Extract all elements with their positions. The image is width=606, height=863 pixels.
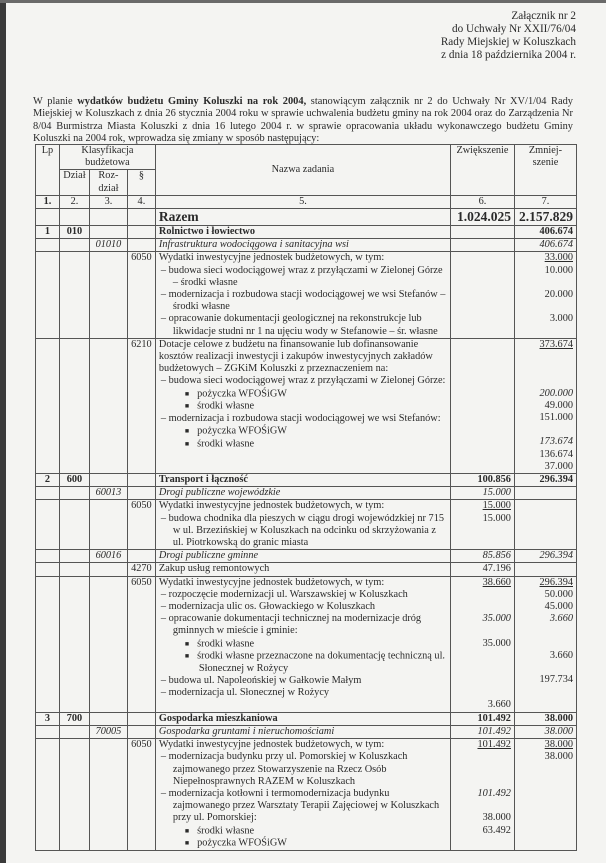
item: – modernizacja ulic os. Głowackiego w Koluszkach [160,601,376,613]
section-dzial: 600 [59,474,89,487]
item: – opracowanie dokumentacji technicznej na modernizacje dróg gminnych w mieście i gminie: [160,613,422,637]
sub-item: ■ pożyczka WFOŚiGW [184,388,288,400]
paragraph-code: 6050 [127,576,155,712]
intro-rest: stanowiącym załącznik nr 2 do Uchwały Nr XV/1/04 Rady Miejskiej w Koluszkach z dnia 26 stycznia 2004 roku w sprawie uchwalenia budżetu gminy na rok 2004 oraz do Zarządzenia Nr 8/04 Burmistrza Miasta Koluszki z dnia 16 lutego 2004 r. w sprawie opracowania układu wykonawczego budżetu Gminy Koluszki na 2004 rok, wprowadza się zmiany w sposób następujący: [33,96,573,145]
col-num: 7. [514,195,576,208]
paragraph-content [155,739,450,851]
paragraph-decrease: 38.000 [544,739,573,751]
item-increase: 15.000 [482,512,511,524]
paragraph-content [155,500,450,550]
rozdzial-increase [450,239,514,252]
section-dzial: 700 [59,712,89,725]
col-num: 2. [59,195,89,208]
council-name: Rady Miejskiej w Koluszkach [440,36,576,48]
total-row [36,209,577,226]
rozdzial-row [36,239,577,252]
section-lp: 2 [36,474,60,487]
paragraph-increase-col [450,500,514,550]
sub-decrease: 49.000 [544,399,573,411]
paragraph-content [155,338,450,473]
intro-paragraph [33,96,573,146]
paragraph-increase: 15.000 [482,500,511,512]
item: – modernizacja kotłowni i termomodernizacja budynku zajmowanego przez Warsztaty Terapii Zajęciowej w Koluszkach przy ul. Pomorskiej: [160,788,440,824]
item-increase: 101.492 [477,787,511,799]
rozdzial-row [36,487,577,500]
rozdzial-row [36,726,577,739]
item: – modernizacja i rozbudowa stacji wodociągowej we wsi Stefanów – środki własne [160,289,446,313]
rozdzial-name: Drogi publiczne wojewódzkie [155,487,450,500]
paragraph-decrease-col [514,739,576,851]
item-decrease: 200.000 [539,387,573,399]
header-paragraf: § [127,170,155,195]
paragraph-decrease: 373.674 [539,338,573,350]
item: – budowa ul. Napoleońskiej w Gałkowie Małym [160,675,362,687]
rozdzial-code: 70005 [89,726,127,739]
intro-prefix: W planie [33,96,78,107]
paragraph-content [155,576,450,712]
section-name: Transport i łączność [155,474,450,487]
sub-item: ■ pożyczka WFOŚiGW [184,425,288,437]
section-decrease: 38.000 [514,712,576,725]
section-name: Gospodarka mieszkaniowa [155,712,450,725]
rozdzial-increase: 85.856 [450,550,514,563]
item: – modernizacja i rozbudowa stacji wodociągowej we wsi Stefanów: [160,413,441,424]
rozdzial-code: 60016 [89,550,127,563]
paragraph-increase-col [450,576,514,712]
section-increase [450,226,514,239]
rozdzial-decrease: 38.000 [514,726,576,739]
paragraph-row [36,252,577,338]
paragraph-title: Wydatki inwestycyjne jednostek budżetowych, w tym: [158,739,385,751]
attachment-header [356,10,576,62]
paragraph-code: 6210 [127,338,155,473]
paragraph-row [36,576,577,712]
item-increase: 35.000 [482,613,511,625]
paragraph-increase: 101.492 [477,739,511,751]
section-row [36,226,577,239]
section-name: Rolnictwo i łowiectwo [155,226,450,239]
paragraph-increase: 47.196 [450,563,514,576]
paragraph-title: Wydatki inwestycyjne jednostek budżetowych, w tym: [158,576,385,588]
paragraph-row [36,338,577,473]
paragraph-decrease: 296.394 [539,576,573,588]
item-decrease: 10.000 [544,264,573,276]
sub-item: ■ środki własne [184,438,255,450]
section-lp: 3 [36,712,60,725]
paragraph-decrease: 33.000 [544,252,573,264]
item-decrease: 38.000 [544,751,573,763]
section-decrease: 406.674 [514,226,576,239]
sub-item: ■ środki własne [184,638,255,650]
column-number-row [36,195,577,208]
sub-decrease: 151.000 [539,412,573,424]
rozdzial-decrease: 296.394 [514,550,576,563]
intro-bold: wydatków budżetu Gminy Koluszki na rok 2004, [77,96,307,107]
paragraph-content [155,252,450,338]
section-row [36,474,577,487]
attachment-number: Załącznik nr 2 [511,10,576,22]
item-decrease: 45.000 [544,601,573,613]
item: – budowa chodnika dla pieszych w ciągu drogi wojewódzkiej nr 715 w ul. Brzezińskiej w Koluszkach na odcinku od skrzyżowania z ul. Piotrkowską do granic miasta [160,512,445,549]
col-num: 3. [89,195,127,208]
item: – budowa sieci wodociągowej wraz z przyłączami w Zielonej Górze: [160,375,446,387]
sub-decrease: 3.660 [549,649,573,661]
item: – modernizacja budynku przy ul. Pomorskiej w Koluszkach zajmowanego przez Stowarzyszenie na Rzecz Osób Niepełnosprawnych RAZEM w Koluszkach [160,751,408,787]
sub-item: ■ środki własne przeznaczone na dokumentację techniczną ul. Słonecznej w Rożycy [184,650,446,674]
item-decrease: 3.660 [549,613,573,625]
paragraph-decrease-col [514,252,576,338]
sub-item: ■ pożyczka WFOŚiGW [184,837,288,849]
section-increase: 101.492 [450,712,514,725]
sub-item: ■ środki własne [184,400,255,412]
sub-increase: 63.492 [482,824,511,836]
rozdzial-code: 60013 [89,487,127,500]
rozdzial-decrease [514,487,576,500]
section-row [36,712,577,725]
paragraph-increase [450,252,514,338]
header-zmniejszenie: Zmniej-szenie [514,145,576,196]
paragraph-code: 6050 [127,252,155,338]
paragraph-code: 4270 [127,563,155,576]
header-rozdzial: Roz-dział [89,170,127,195]
rozdzial-code: 01010 [89,239,127,252]
item-decrease: 173.674 [539,436,573,448]
item-decrease: 50.000 [544,588,573,600]
item: – budowa sieci wodociągowej wraz z przyłączami w Zielonej Górze – środki własne [160,264,443,288]
resolution-date: z dnia 18 października 2004 r. [441,49,576,61]
paragraph-row [36,739,577,851]
sub-increase: 38.000 [482,812,511,824]
section-increase: 100.856 [450,474,514,487]
item: – opracowanie dokumentacji geologicznej na rekonstrukcje lub likwidacje studni nr 1 na ujęciu wody w Stefanowie – śr. własne [160,313,438,337]
paragraph-increase-col [450,739,514,851]
rozdzial-decrease: 406.674 [514,239,576,252]
header-nazwa: Nazwa zadania [155,145,450,196]
scan-edge [0,0,6,863]
header-lp: Lp [36,145,60,196]
sub-increase: 35.000 [482,637,511,649]
paragraph-decrease-col [514,338,576,473]
total-decrease: 2.157.829 [514,209,576,226]
section-decrease: 296.394 [514,474,576,487]
total-label: Razem [155,209,450,226]
header-klasyfikacja: Klasyfikacja budżetowa [59,145,155,170]
col-num: 1. [36,195,60,208]
resolution-number: do Uchwały Nr XXII/76/04 [452,23,576,35]
paragraph-row [36,500,577,550]
paragraph-title: Wydatki inwestycyjne jednostek budżetowych, w tym: [158,252,385,264]
rozdzial-increase: 101.492 [450,726,514,739]
item-increase: 3.660 [487,698,511,710]
item-decrease: 3.000 [549,313,573,325]
paragraph-title: Wydatki inwestycyjne jednostek budżetowych, w tym: [158,500,385,512]
rozdzial-name: Infrastruktura wodociągowa i sanitacyjna wsi [155,239,450,252]
rozdzial-name: Drogi publiczne gminne [155,550,450,563]
paragraph-code: 6050 [127,739,155,851]
paragraph-code: 6050 [127,500,155,550]
paragraph-title: Dotacje celowe z budżetu na finansowanie lub dofinansowanie kosztów realizacji inwestycji i zakupów inwestycyjnych zakładów budżetowych – ZGKiM Koluszki z przeznaczeniem na: [158,338,433,375]
header-dzial: Dział [59,170,89,195]
rozdzial-name: Gospodarka gruntami i nieruchomościami [155,726,450,739]
col-num: 5. [155,195,450,208]
paragraph-title: Zakup usług remontowych [155,563,450,576]
paragraph-row [36,563,577,576]
paragraph-increase: 38.660 [482,576,511,588]
total-increase: 1.024.025 [450,209,514,226]
item-decrease: 197.734 [539,674,573,686]
item: – modernizacja ul. Słonecznej w Rożycy [160,687,330,699]
budget-table [35,144,577,851]
header-zwiekszenie: Zwiększenie [450,145,514,196]
section-dzial: 010 [59,226,89,239]
sub-item: ■ środki własne [184,825,255,837]
paragraph-decrease-col [514,576,576,712]
rozdzial-row [36,550,577,563]
scan-edge-top [0,0,606,3]
item-decrease: 20.000 [544,289,573,301]
sub-decrease: 37.000 [544,460,573,472]
sub-decrease: 136.674 [539,448,573,460]
section-lp: 1 [36,226,60,239]
item: – rozpoczęcie modernizacji ul. Warszawskiej w Koluszkach [160,588,408,600]
col-num: 4. [127,195,155,208]
rozdzial-increase: 15.000 [450,487,514,500]
col-num: 6. [450,195,514,208]
